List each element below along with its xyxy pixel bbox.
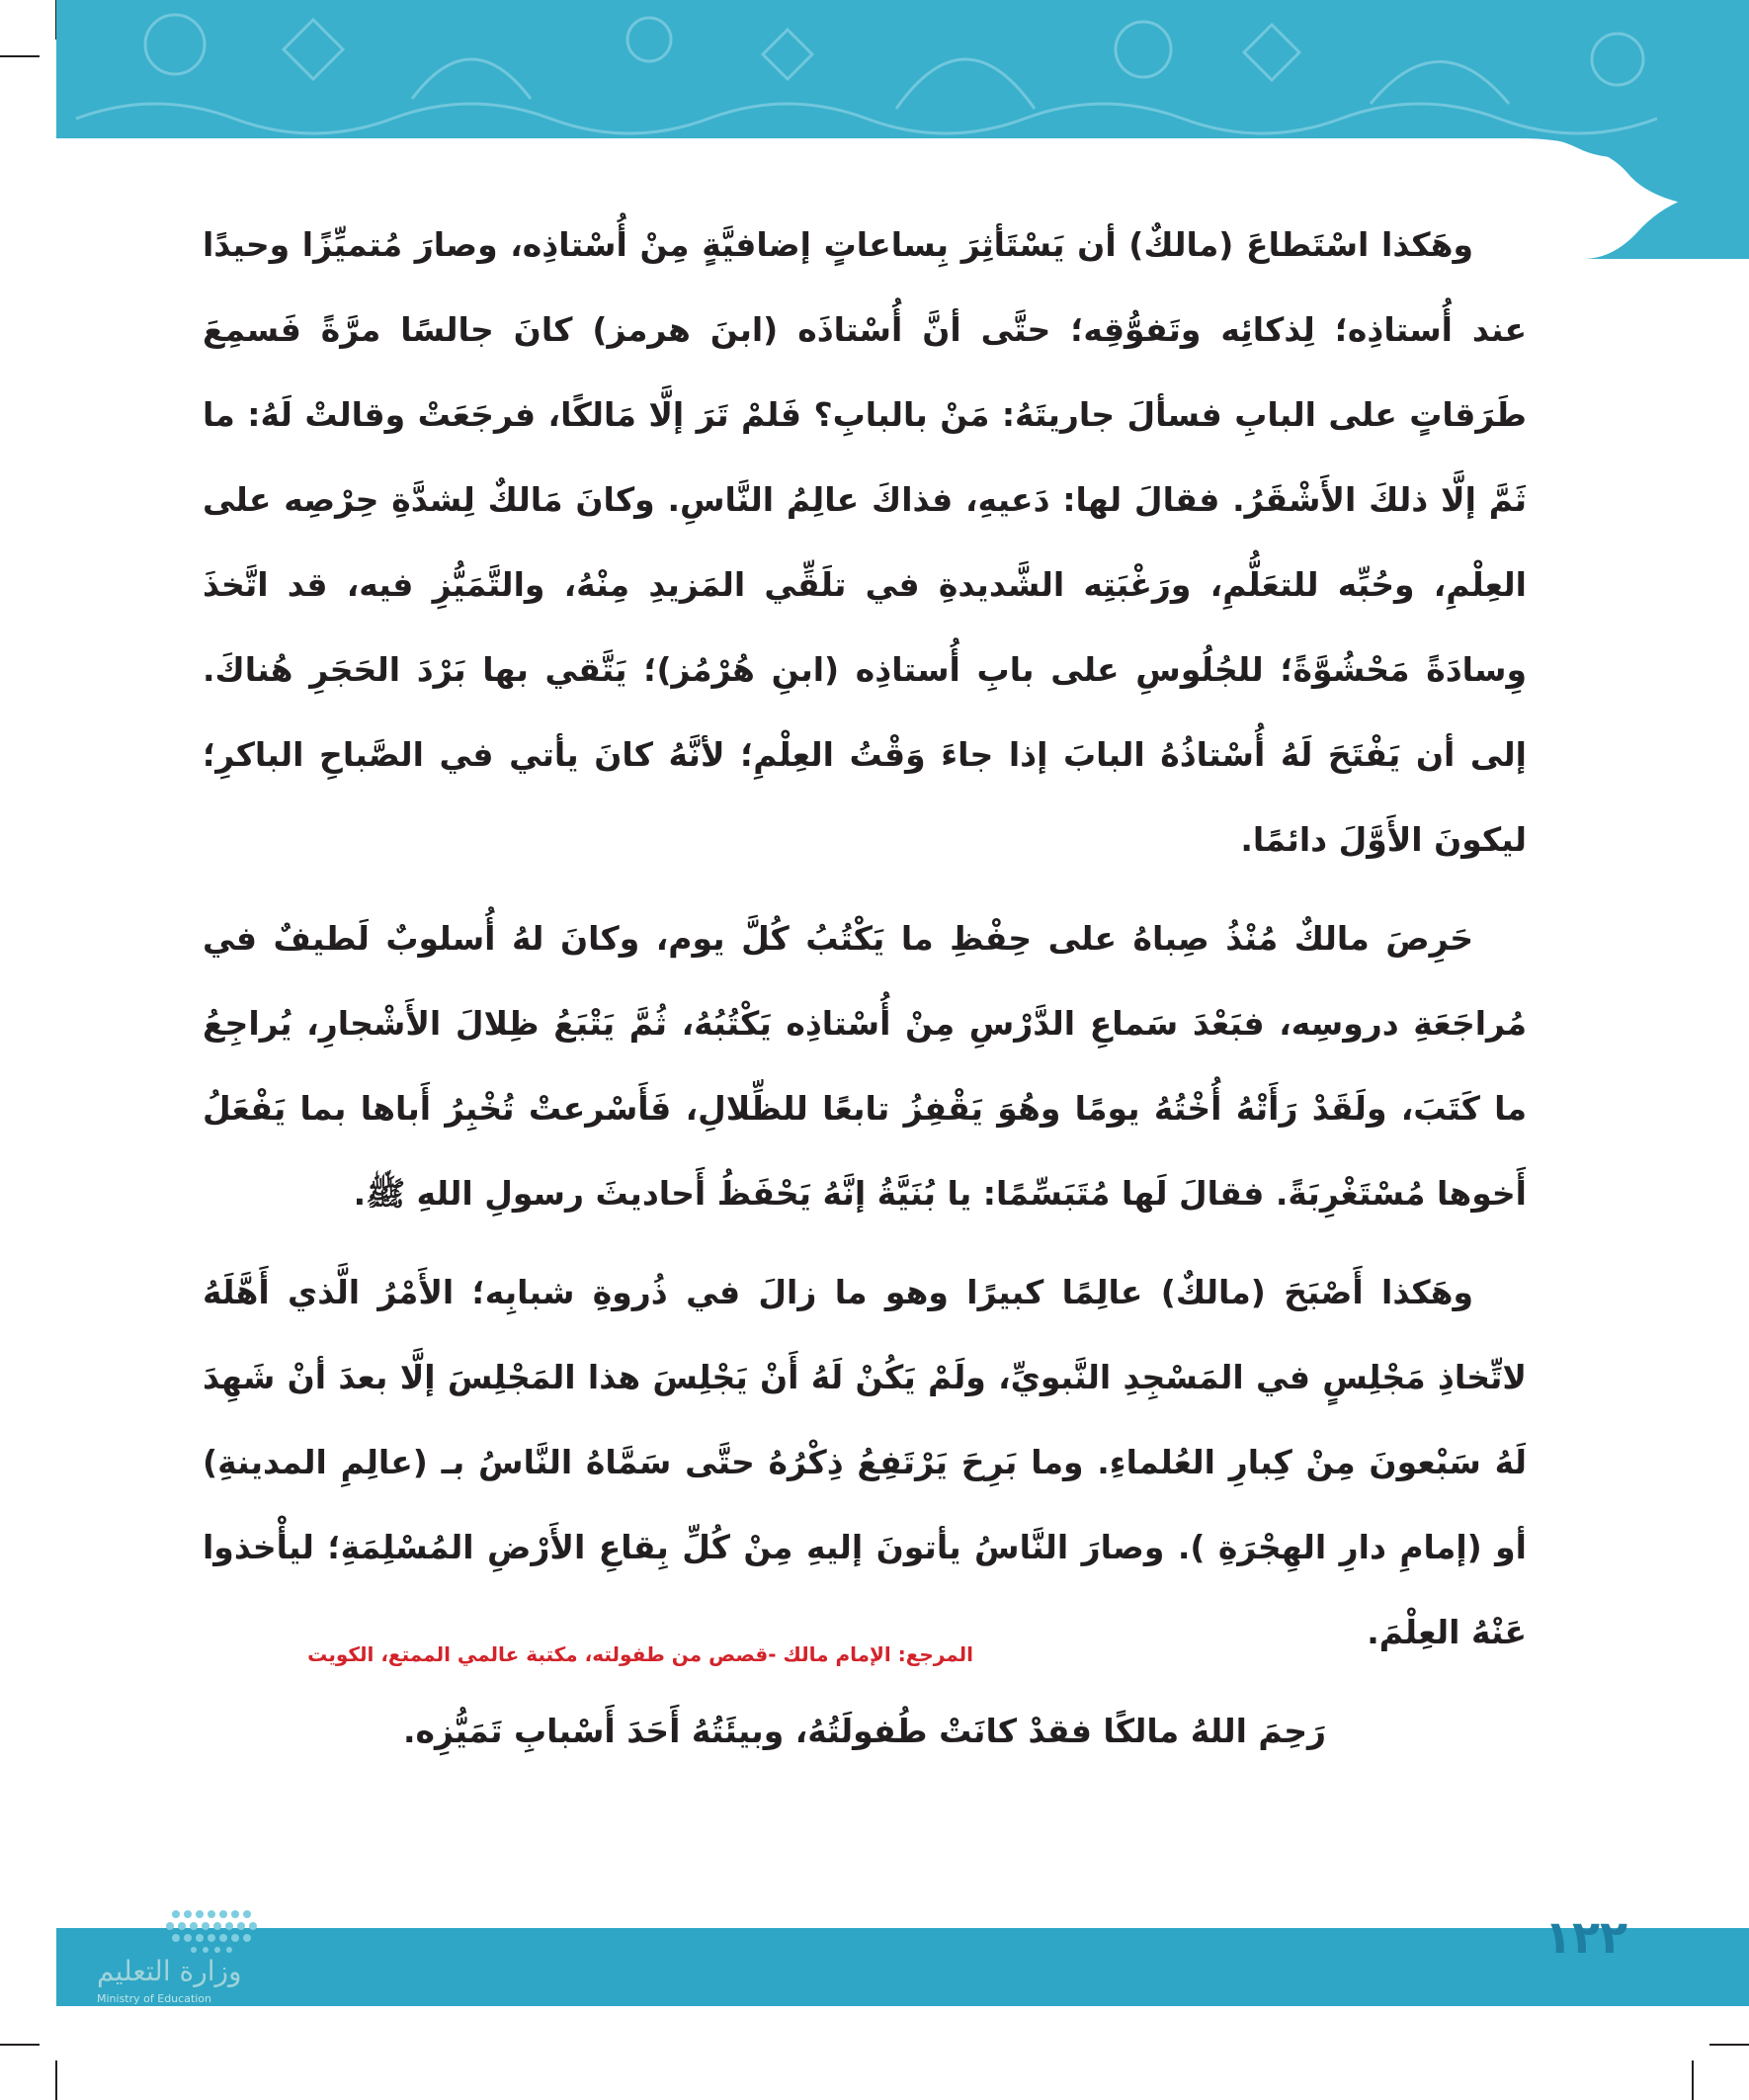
crop-mark-top-left-h	[0, 55, 40, 57]
logo-dot	[249, 1922, 257, 1930]
logo-dot	[219, 1910, 227, 1918]
page-number: ١٢٢	[1543, 1910, 1628, 1964]
logo-dot	[208, 1910, 215, 1918]
logo-dot	[226, 1947, 232, 1953]
logo-dot	[231, 1934, 239, 1942]
paragraph-3: وهَكذا أَصْبَحَ (مالكٌ) عالِمًا كبيرًا وهو ما زالَ في ذُروةِ شبابِه؛ الأَمْرُ الَّذي أَهَّلَهُ لاتِّخاذِ مَجْلِسٍ في المَسْجِدِ النَّبويِّ، ولَمْ يَكُنْ لَهُ أَنْ يَجْلِسَ هذا المَجْلِسَ إلَّا بعدَ أنْ شَهِدَ لَهُ سَبْعونَ مِنْ كِبارِ العُلماءِ. وما بَرِحَ يَرْتَفِعُ ذِكْرُهُ حتَّى سَمَّاهُ النَّاسُ بـ (عالِمِ المدينةِ) أو (إمامِ دارِ الهِجْرَةِ ). وصارَ النَّاسُ يأتونَ إليهِ مِنْ كُلِّ بِقاعِ الأَرْضِ المُسْلِمَةِ؛ ليأْخذوا عَنْهُ العِلْمَ.	[203, 1273, 1527, 1651]
logo-dot	[178, 1922, 186, 1930]
reference-citation: المرجع: الإمام مالك -قصص من طفولته، مكتبة عالمي الممتع، الكويت	[307, 1642, 973, 1666]
closing-line: رَحِمَ اللهُ مالكًا فقدْ كانَتْ طُفولَتُهُ، وبيئَتُهُ أَحَدَ أَسْبابِ تَمَيُّزِه.	[402, 1712, 1327, 1750]
crop-mark-bottom-left-h	[0, 2044, 40, 2046]
story-text	[203, 203, 1527, 1774]
crop-mark-bottom-right-v	[1692, 2060, 1694, 2100]
paragraph-2: حَرِصَ مالكٌ مُنْذُ صِباهُ على حِفْظِ ما يَكْتُبُ كُلَّ يوم، وكانَ لهُ أُسلوبٌ لَطيفٌ في مُراجَعَةِ دروسِه، فبَعْدَ سَماعِ الدَّرْسِ مِنْ أُسْتاذِه يَكْتُبُهُ، ثُمَّ يَتْبَعُ ظِلالَ الأَشْجارِ، يُراجِعُ ما كَتَبَ، ولَقَدْ رَأَتْهُ أُخْتُهُ يومًا وهُوَ يَقْفِزُ تابعًا للظِّلالِ، فَأَسْرعتْ تُخْبِرُ أَباها بما يَفْعَلُ أَخوها مُسْتَغْرِبَةً. فقالَ لَها مُتَبَسِّمًا: يا بُنَيَّةُ إنَّهُ يَحْفَظُ أَحاديثَ رسولِ اللهِ ﷺ.	[203, 919, 1527, 1213]
paragraph-1: وهَكذا اسْتَطاعَ (مالكٌ) أن يَسْتَأثِرَ بِساعاتٍ إضافيَّةٍ مِنْ أُسْتاذِه، وصارَ مُتميِّزًا وحيدًا عند أُستاذِه؛ لِذكائِه وتَفوُّقِه؛ حتَّى أنَّ أُسْتاذَه (ابنَ هرمز) كانَ جالسًا مرَّةً فَسمِعَ طَرَقاتٍ على البابِ فسألَ جاريتَهُ: مَنْ بالبابِ؟ فَلمْ تَرَ إلَّا مَالكًا، فرجَعَتْ وقالتْ لَهُ: ما ثَمَّ إلَّا ذلكَ الأَشْقَرُ. فقالَ لها: دَعيهِ، فذاكَ عالِمُ النَّاسِ. وكانَ مَالكٌ لِشدَّةِ حِرْصِه على العِلْمِ، وحُبِّه للتعَلُّمِ، ورَغْبَتِه الشَّديدةِ في تلَقِّي المَزيدِ مِنْهُ، والتَّمَيُّزِ فيه، قد اتَّخذَ وِسادَةً مَحْشُوَّةً؛ للجُلُوسِ على بابِ أُستاذِه (ابنِ هُرْمُز)؛ يَتَّقي بها بَرْدَ الحَجَرِ هُناكَ. إلى أن يَفْتَحَ لَهُ أُسْتاذُهُ البابَ إذا جاءَ وَقْتُ العِلْمِ؛ لأنَّهُ كانَ يأتي في الصَّباحِ الباكرِ؛ ليكونَ الأَوَّلَ دائمًا.	[203, 225, 1527, 859]
logo-dot	[208, 1934, 215, 1942]
logo-dot	[191, 1947, 197, 1953]
logo-dot	[219, 1934, 227, 1942]
logo-dot	[243, 1934, 251, 1942]
logo-dot	[196, 1910, 204, 1918]
ministry-name: وزارة التعليم	[97, 1955, 242, 1987]
logo-dot	[184, 1910, 192, 1918]
ministry-name-en: Ministry of Education	[97, 1992, 212, 2005]
logo-dot	[172, 1910, 180, 1918]
crop-mark-bottom-right-h	[1709, 2044, 1749, 2046]
logo-dot	[166, 1922, 174, 1930]
logo-dot	[231, 1910, 239, 1918]
logo-dot	[190, 1922, 198, 1930]
logo-dot	[196, 1934, 204, 1942]
logo-dot	[213, 1922, 221, 1930]
logo-dot	[172, 1934, 180, 1942]
logo-dot	[214, 1947, 220, 1953]
logo-dot	[243, 1910, 251, 1918]
banner-curve	[1519, 138, 1749, 210]
logo-dot	[225, 1922, 233, 1930]
logo-dot	[202, 1922, 209, 1930]
logo-dot	[237, 1922, 245, 1930]
logo-dot	[203, 1947, 208, 1953]
logo-dot	[184, 1934, 192, 1942]
crop-mark-bottom-left-v	[55, 2060, 57, 2100]
logo-dots	[166, 1910, 257, 1953]
